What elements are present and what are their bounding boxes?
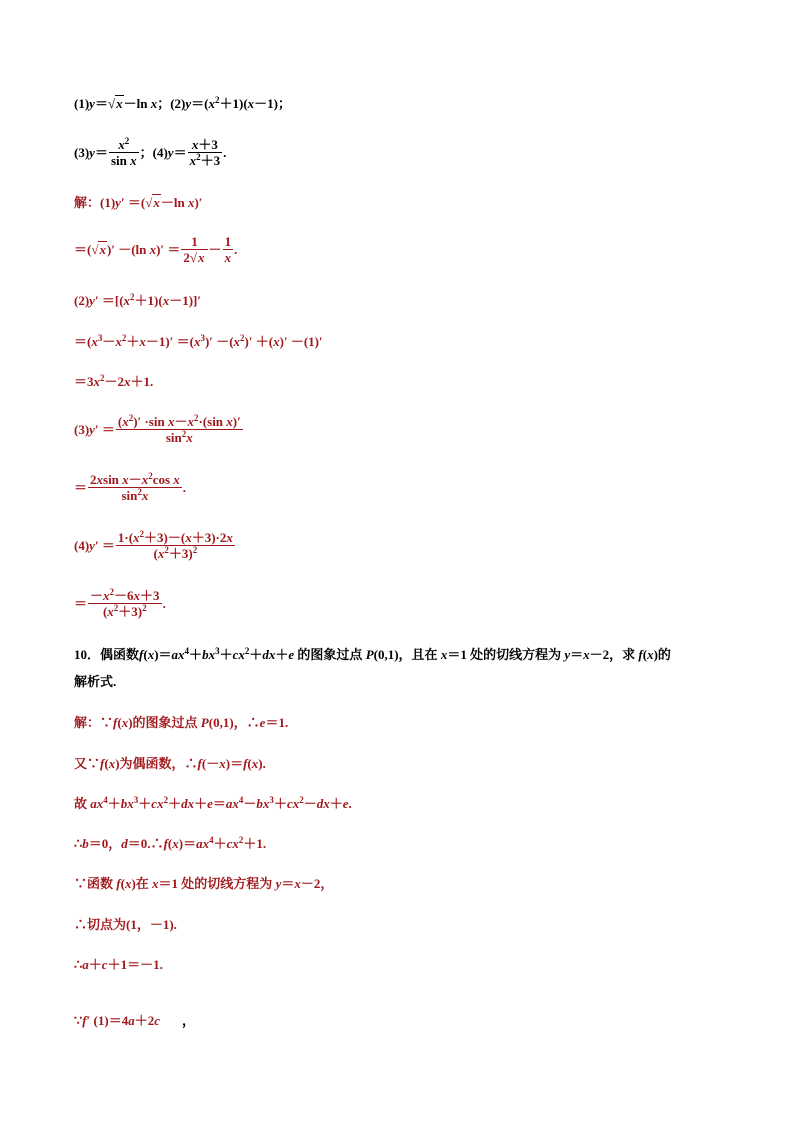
solution10-line6: ∴切点为(1，－1). (74, 917, 177, 932)
solution9-line6: (3)y′ ＝ $\frac{(x^2)' \cdot\sin x-x^2\cdot(\sin x)'}{\sin^2x}$ (74, 413, 241, 445)
solution9-line3: $(2)y' =[(x^2+1)(x-1)]'$ (74, 292, 202, 308)
solution10-line5: ∵函数 f(x)在 x＝1 处的切线方程为 y＝x－2， (74, 876, 334, 891)
problem10-line2: 解析式. (74, 674, 117, 689)
solution10-line3: 故 $ax^4+bx^3+cx^2+dx+e=ax^4-bx^3+cx^2-dx+e$. (74, 795, 352, 811)
solution9-line8: (4)y′ ＝ $\frac{1\cdot(x^2+3)-(x+3)\cdot 2x}{(x^2+3)^2}$ (74, 529, 233, 561)
solution9-line1: 解：(1)y′ ＝(√x－ln x)′ (74, 195, 203, 210)
solution9-line5: $=3x^2-2x+1$. (74, 373, 154, 389)
solution9-line2: ＝(√x)′ －(ln x)′ ＝ $\frac{1}{2√x}$ － $\frac{1}{x}$ . (74, 234, 238, 265)
problem10-line1: 10．偶函数$f(x)=ax^4+bx^3+cx^2+dx+e$ 的图象过点 P(0,1)，且在 x＝1 处的切线方程为 y＝x－2，求 f(x)的 (74, 646, 671, 662)
solution9-line4: $=(x^3-x^2+x-1)' =(x^3)' -(x^2)' +(x)' -(1)'$ (74, 333, 323, 349)
problem9-line1: (1)y＝√x－ln x；$(2)y=(x^2+1)(x-1)$； (74, 95, 292, 111)
solution10-line4: ∴b＝0，$d=0.\therefore f(x)=ax^4+cx^2+1$. (74, 835, 267, 851)
solution9-line9: ＝ $\frac{-x^2-6x+3}{(x^2+3)^2}$ . (74, 587, 166, 619)
solution10-line1: 解：∵f(x)的图象过点 P(0,1)，∴e＝1. (74, 715, 289, 730)
problem9-line2: (3)y＝ $\frac{x^2}{\text{sin x}}$ ；(4)y＝ $\frac{x+3}{x^2+3}$ . (74, 136, 227, 168)
solution10-line7: ∴a＋c＋1＝－1. (74, 957, 163, 972)
solution9-line7: ＝ $\frac{2xsin x-x^2\cos x}{\sin^2x}$ . (74, 471, 187, 503)
solution10-line2: 又∵f(x)为偶函数，∴f(－x)＝f(x). (74, 756, 266, 771)
solution10-line8: ∵f′ (1)＝4a＋2c ， (74, 1013, 196, 1028)
